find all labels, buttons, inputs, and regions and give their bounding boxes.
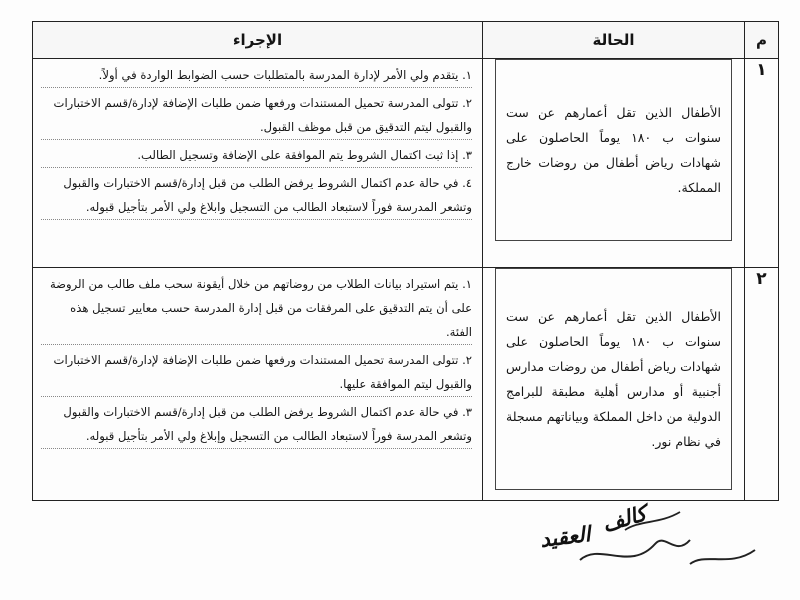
- procedure-step: ٤. في حالة عدم اكتمال الشروط يرفض الطلب من قبل إدارة/قسم الاختبارات والقبول وتشعر المدرسة فوراً لاستبعاد الطالب من التسجيل وابلاغ ولي الأمر بتأجيل قبوله.: [41, 171, 472, 220]
- procedure-cell: [33, 268, 483, 501]
- status-box: [495, 268, 732, 490]
- procedure-table: [32, 21, 779, 501]
- procedure-step: ٢. تتولى المدرسة تحميل المستندات ورفعها ضمن طلبات الإضافة لإدارة/قسم الاختبارات والقبول ليتم الموافقة عليها.: [41, 348, 472, 397]
- status-text: الأطفال الذين تقل أعمارهم عن ست سنوات ب ١٨٠ يوماً الحاصلون على شهادات رياض أطفال من روضات مدارس أجنبية أو مدارس أهلية مطبقة للبرامج الدولية من داخل المملكة وبياناتهم مسجلة في نظام نور.: [506, 309, 721, 449]
- status-cell: [483, 59, 745, 268]
- procedure-step: ٣. في حالة عدم اكتمال الشروط يرفض الطلب من قبل إدارة/قسم الاختبارات والقبول وتشعر المدرسة فوراً لاستبعاد الطالب من التسجيل وإبلاغ ولي الأمر بتأجيل قبوله.: [41, 400, 472, 449]
- status-cell: [483, 268, 745, 501]
- header-status: الحالة: [483, 22, 745, 59]
- row-number: ١: [745, 59, 779, 268]
- procedure-step: ١. يتقدم ولي الأمر لإدارة المدرسة بالمتطلبات حسب الضوابط الواردة في أولاً.: [41, 63, 472, 88]
- procedure-step: ٢. تتولى المدرسة تحميل المستندات ورفعها ضمن طلبات الإضافة لإدارة/قسم الاختبارات والقبول ليتم التدقيق من قبل موظف القبول.: [41, 91, 472, 140]
- procedure-cell: [33, 59, 483, 268]
- status-text: الأطفال الذين تقل أعمارهم عن ست سنوات ب ١٨٠ يوماً الحاصلون على شهادات رياض أطفال من روضات خارج المملكة.: [506, 105, 721, 195]
- signature-two: كالف: [599, 500, 650, 537]
- table-header-row: [33, 22, 779, 59]
- row-number: ٢: [745, 268, 779, 501]
- table-row: [33, 268, 779, 501]
- status-box: [495, 59, 732, 241]
- table-row: [33, 59, 779, 268]
- signature-one: العقيد: [538, 521, 592, 552]
- procedure-step: ٣. إذا ثبت اكتمال الشروط يتم الموافقة على الإضافة وتسجيل الطالب.: [41, 143, 472, 168]
- procedure-step: ١. يتم استيراد بيانات الطلاب من روضاتهم من خلال أيقونة سحب ملف طالب من الروضة على أن يتم التدقيق على المرفقات من قبل إدارة المدرسة حسب معايير تسجيل هذه الفئة.: [41, 272, 472, 345]
- signature-area: [540, 502, 780, 582]
- header-number: م: [745, 22, 779, 59]
- header-procedure: الإجراء: [33, 22, 483, 59]
